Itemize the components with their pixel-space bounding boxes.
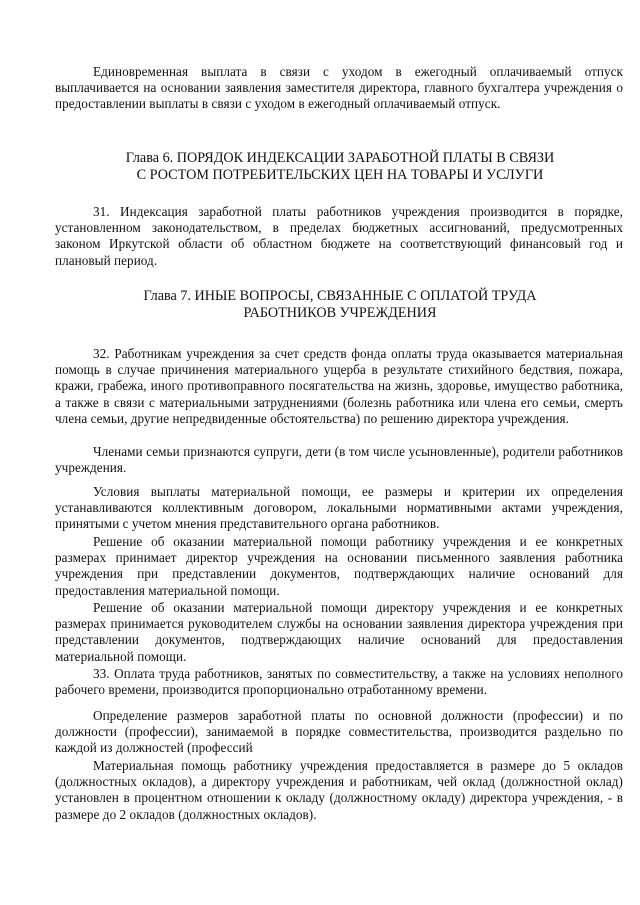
paragraph-decision-director: Решение об оказании материальной помощи директору учреждения и ее конкретных размерах принимается руководителем службы на основании заявления директора учреждения при представлении документов, подтверждающих наличие оснований для предоставления материальной помощи. xyxy=(55,600,623,664)
paragraph-32: 32. Работникам учреждения за счет средств фонда оплаты труда оказывается материальная помощь в случае причинения материального ущерба в результате стихийного бедствия, пожара, кражи, грабежа, иного противоправного посягательства на жизнь, здоровье, имущество работника, а также в связи с материальными затруднениями (болезнь работника или члена его семьи, смерть члена семьи, другие непредвиденные обстоятельства) по решению директора учреждения. xyxy=(55,346,623,426)
paragraph-conditions: Условия выплаты материальной помощи, ее размеры и критерии их определения устанавливаются коллективным договором, локальными нормативными актами учреждения, принятыми с учетом мнения представительного органа работников. xyxy=(55,484,623,532)
paragraph-31: 31. Индексация заработной платы работников учреждения производится в порядке, установленном законодательством, в пределах бюджетных ассигнований, предусмотренных законом Иркутской области об областном бюджете на соответствующий финансовый год и плановый период. xyxy=(55,204,623,268)
chapter-7-heading xyxy=(40,288,640,322)
chapter-7-heading-line-2: РАБОТНИКОВ УЧРЕЖДЕНИЯ xyxy=(243,305,437,321)
paragraph-family-members: Членами семьи признаются супруги, дети (в том числе усыновленные), родители работников учреждения. xyxy=(55,444,623,476)
paragraph-definition: Определение размеров заработной платы по основной должности (профессии) и по должности (профессии), занимаемой в порядке совместительства, производится раздельно по каждой из должностей (профессий xyxy=(55,708,623,756)
paragraph-decision-worker: Решение об оказании материальной помощи работнику учреждения и ее конкретных размерах принимает директор учреждения на основании письменного заявления работника учреждения при представлении документов, подтверждающих наличие оснований для предоставления материальной помощи. xyxy=(55,534,623,598)
paragraph-intro: Единовременная выплата в связи с уходом в ежегодный оплачиваемый отпуск выплачивается на основании заявления заместителя директора, главного бухгалтера учреждения о предоставлении выплаты в связи с уходом в ежегодный оплачиваемый отпуск. xyxy=(55,64,623,112)
chapter-6-heading-line-2: С РОСТОМ ПОТРЕБИТЕЛЬСКИХ ЦЕН НА ТОВАРЫ И УСЛУГИ xyxy=(136,167,544,183)
paragraph-amount: Материальная помощь работнику учреждения предоставляется в размере до 5 окладов (должностных окладов), а директору учреждения и работникам, чей оклад (должностной оклад) установлен в процентном отношении к окладу (должностному окладу) директора учреждения, - в размере до 2 окладов (должностных окладов). xyxy=(55,758,623,822)
chapter-6-heading xyxy=(40,150,640,184)
paragraph-33: 33. Оплата труда работников, занятых по совместительству, а также на условиях неполного рабочего времени, производится пропорционально отработанному времени. xyxy=(55,666,623,698)
chapter-6-heading-line-1: Глава 6. ПОРЯДОК ИНДЕКСАЦИИ ЗАРАБОТНОЙ ПЛАТЫ В СВЯЗИ xyxy=(125,150,555,166)
chapter-7-heading-line-1: Глава 7. ИНЫЕ ВОПРОСЫ, СВЯЗАННЫЕ С ОПЛАТОЙ ТРУДА xyxy=(143,288,537,304)
